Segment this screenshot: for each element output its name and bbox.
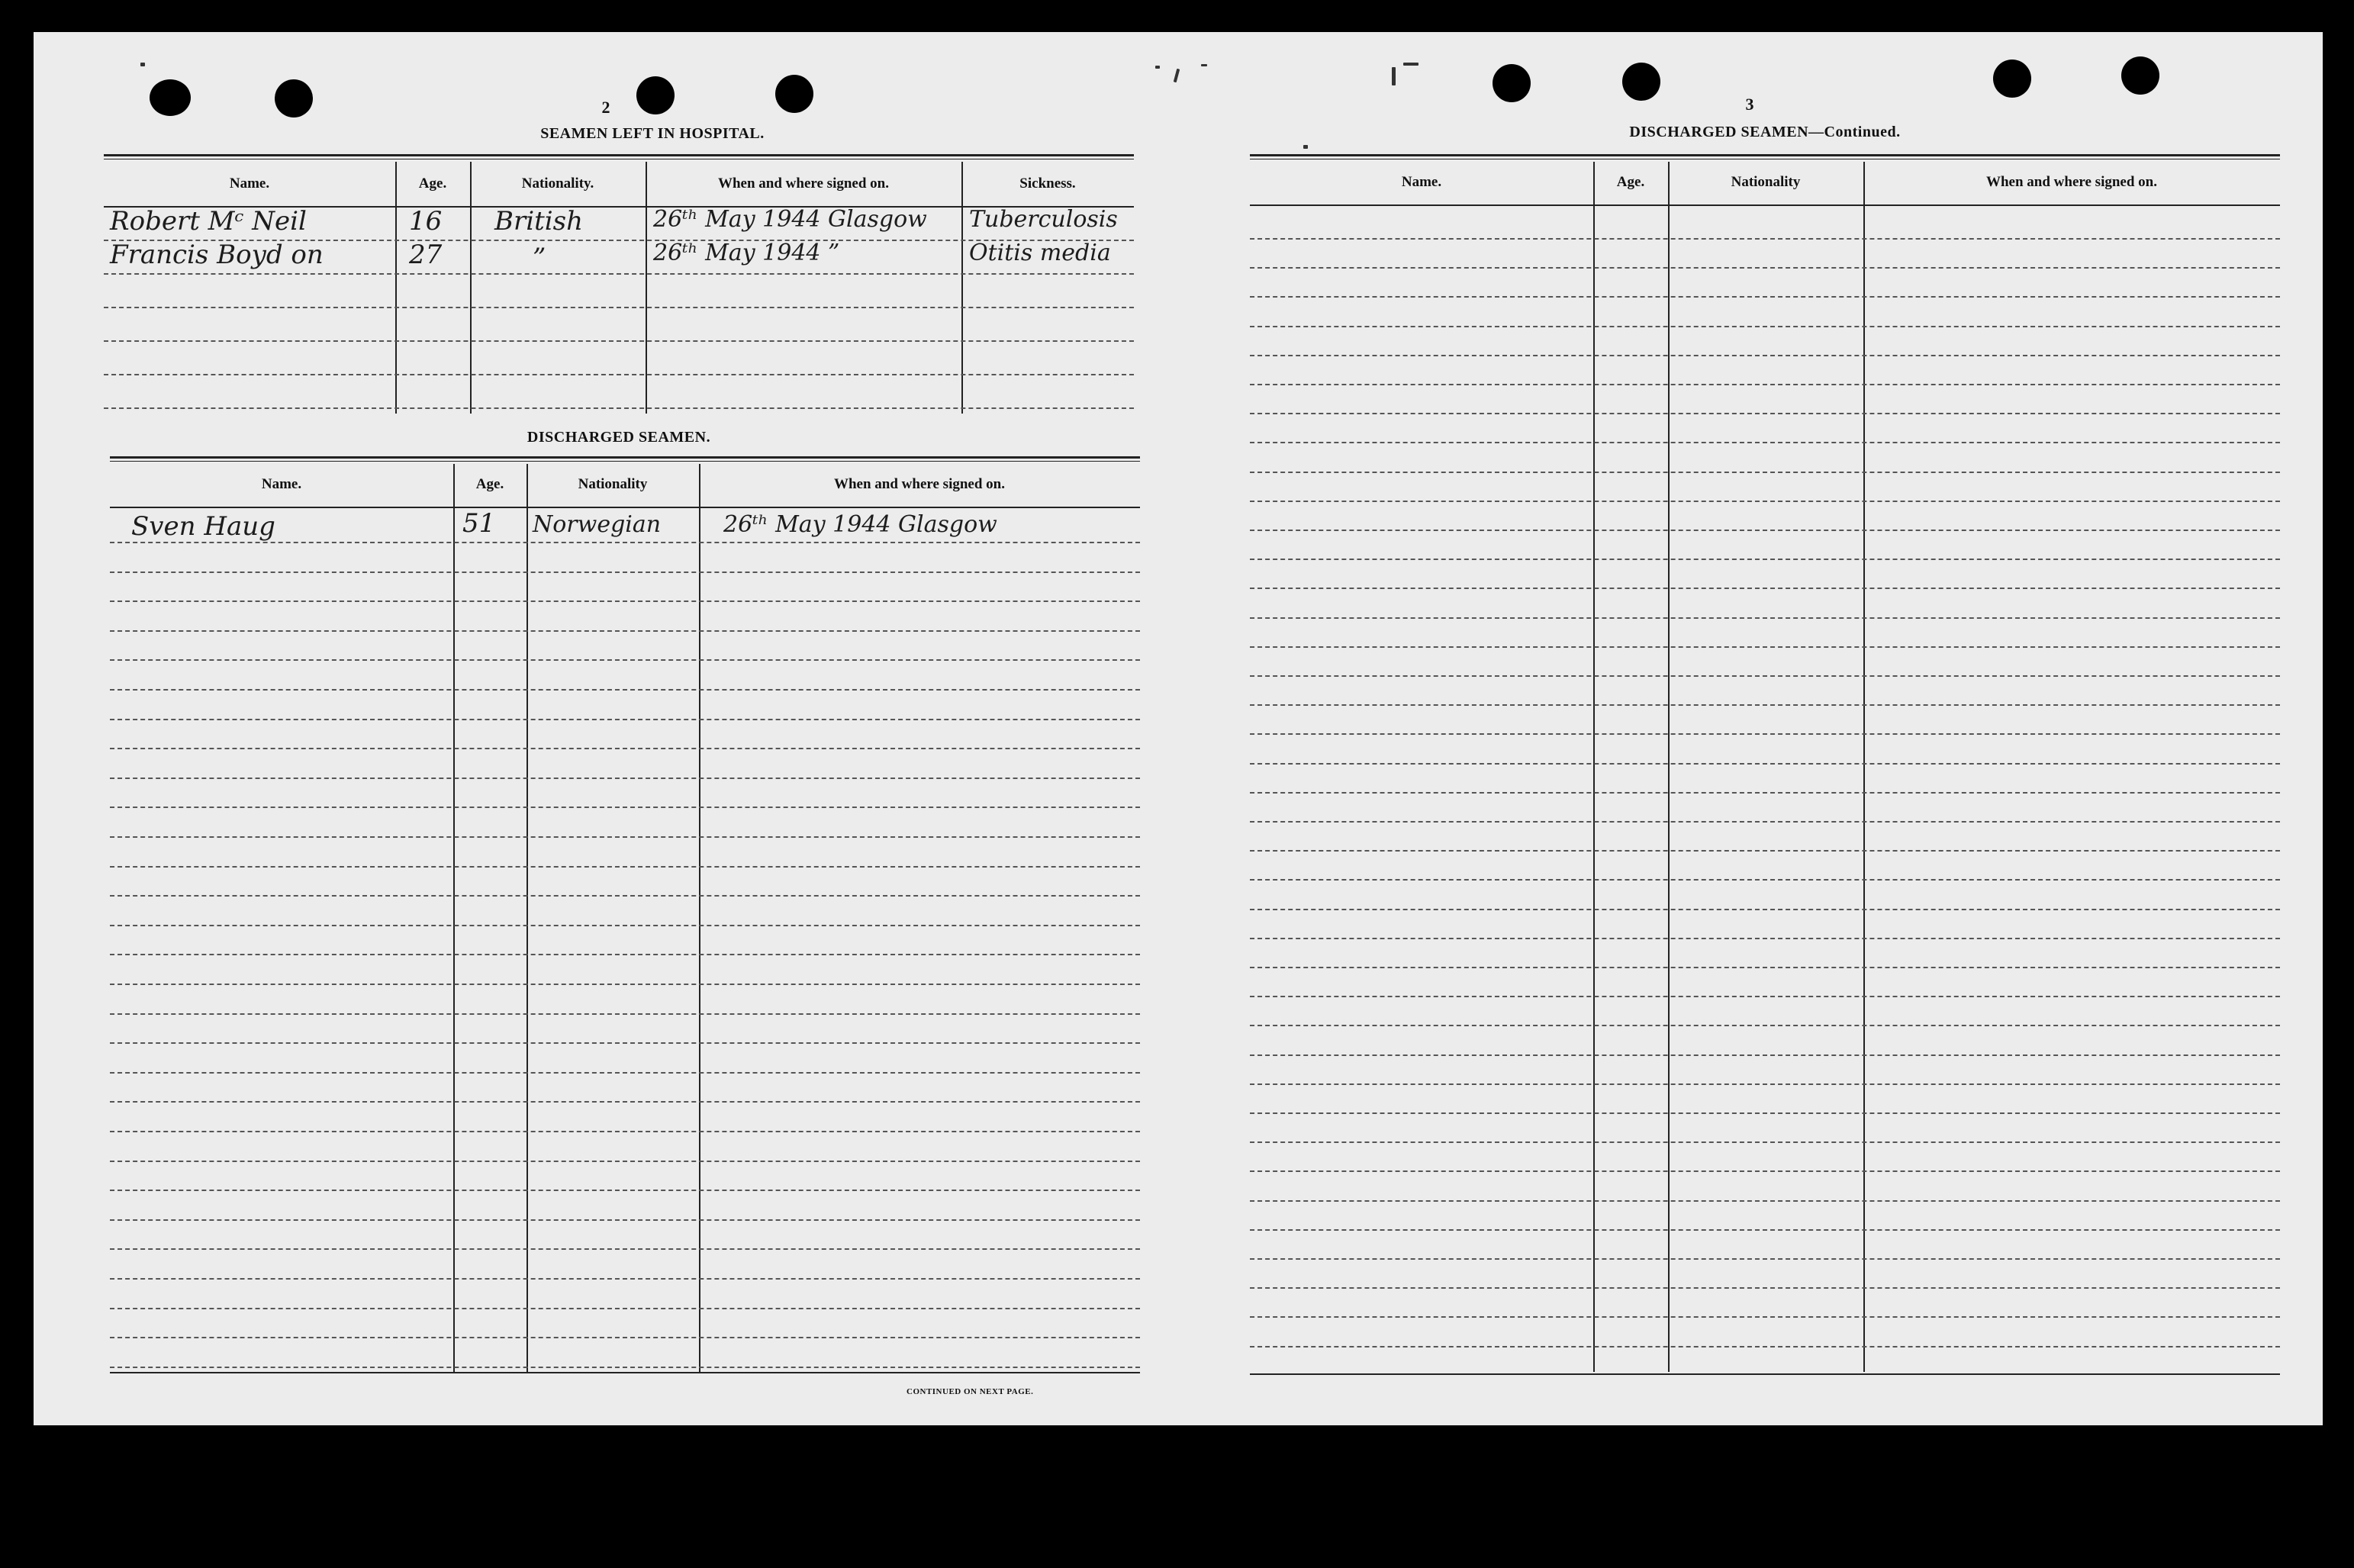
hospital-row-signed-on: 26ᵗʰ May 1944 ” xyxy=(653,240,840,266)
punch-hole xyxy=(1993,60,2031,98)
ink-mark xyxy=(1155,66,1160,69)
dotted-row-line xyxy=(110,1308,1140,1309)
punch-hole xyxy=(1493,64,1531,102)
hospital-col-divider xyxy=(395,162,397,414)
dotted-row-line xyxy=(1250,879,2280,881)
dotted-row-line xyxy=(110,689,1140,691)
hospital-header-sickness: Sickness. xyxy=(1019,175,1076,192)
punch-hole xyxy=(150,79,191,116)
discharged-section-title: DISCHARGED SEAMEN. xyxy=(527,429,711,446)
discharged-header-name: Name. xyxy=(261,476,302,492)
dotted-row-line xyxy=(110,1161,1140,1162)
dotted-row-line xyxy=(1250,1258,2280,1260)
right-header-signed-on: When and where signed on. xyxy=(1985,174,2157,190)
dotted-row-line xyxy=(104,407,1134,409)
dotted-row-line xyxy=(1250,1346,2280,1347)
dotted-row-line xyxy=(110,1337,1140,1338)
dotted-row-line xyxy=(1250,850,2280,852)
dotted-row-line xyxy=(104,307,1134,308)
hospital-header-name: Name. xyxy=(229,175,270,192)
right-col-divider xyxy=(1593,162,1595,1372)
right-header-name: Name. xyxy=(1401,174,1442,190)
dotted-row-line xyxy=(1250,938,2280,939)
hospital-col-divider xyxy=(961,162,963,414)
hospital-row-age: 27 xyxy=(409,240,443,270)
dotted-row-line xyxy=(110,925,1140,926)
right-header-age: Age. xyxy=(1616,174,1645,190)
dotted-row-line xyxy=(110,1278,1140,1280)
dotted-row-line xyxy=(1250,1083,2280,1085)
dotted-row-line xyxy=(1250,472,2280,473)
dotted-row-line xyxy=(1250,267,2280,269)
discharged-continued-title: DISCHARGED SEAMEN—Continued. xyxy=(1629,124,1901,140)
dotted-row-line xyxy=(1250,238,2280,240)
hospital-header-age: Age. xyxy=(418,175,447,192)
dotted-row-line xyxy=(110,866,1140,868)
hospital-row-sickness: Otitis media xyxy=(969,240,1111,266)
discharged-header-age: Age. xyxy=(475,476,504,492)
dotted-row-line xyxy=(1250,1200,2280,1202)
hospital-row-nationality: ” xyxy=(533,243,546,273)
dotted-row-line xyxy=(1250,967,2280,968)
dotted-row-line xyxy=(110,748,1140,749)
dotted-row-line xyxy=(1250,384,2280,385)
dotted-row-line xyxy=(1250,763,2280,765)
dotted-row-line xyxy=(1250,413,2280,414)
dotted-row-line xyxy=(1250,733,2280,735)
dotted-row-line xyxy=(1250,646,2280,648)
dotted-row-line xyxy=(104,340,1134,342)
hospital-section-title: SEAMEN LEFT IN HOSPITAL. xyxy=(540,125,765,142)
dotted-row-line xyxy=(1250,1112,2280,1114)
dotted-row-line xyxy=(1250,1316,2280,1318)
right-header-rule xyxy=(1250,204,2280,206)
dotted-row-line xyxy=(1250,1141,2280,1143)
page-number-right: 3 xyxy=(1745,95,1754,114)
dotted-row-line xyxy=(1250,996,2280,997)
dotted-row-line xyxy=(1250,1025,2280,1026)
continued-note: CONTINUED ON NEXT PAGE. xyxy=(906,1387,1034,1396)
hospital-top-rule xyxy=(104,154,1134,159)
right-col-divider xyxy=(1668,162,1670,1372)
discharged-bottom-rule xyxy=(110,1372,1140,1373)
punch-hole xyxy=(2121,56,2159,95)
dotted-row-line xyxy=(110,1190,1140,1191)
dotted-row-line xyxy=(110,719,1140,720)
discharged-header-rule xyxy=(110,507,1140,508)
dotted-row-line xyxy=(110,807,1140,808)
dotted-row-line xyxy=(1250,909,2280,910)
right-bottom-rule xyxy=(1250,1373,2280,1375)
dotted-row-line xyxy=(1250,1170,2280,1172)
right-col-divider xyxy=(1863,162,1865,1372)
dotted-row-line xyxy=(110,1131,1140,1132)
ink-mark xyxy=(1403,63,1419,66)
dotted-row-line xyxy=(110,571,1140,573)
punch-hole xyxy=(1622,63,1660,101)
ink-mark xyxy=(1303,145,1308,149)
dotted-row-line xyxy=(1250,617,2280,619)
dotted-row-line xyxy=(110,1013,1140,1015)
dotted-row-line xyxy=(1250,355,2280,356)
dotted-row-line xyxy=(1250,792,2280,794)
dotted-row-line xyxy=(104,374,1134,375)
dotted-row-line xyxy=(1250,1229,2280,1231)
ink-mark xyxy=(1201,64,1207,66)
ink-mark xyxy=(1392,67,1396,85)
discharged-header-signed-on: When and where signed on. xyxy=(833,476,1005,492)
dotted-row-line xyxy=(1250,588,2280,589)
dotted-row-line xyxy=(104,273,1134,275)
page-number-left: 2 xyxy=(601,98,610,117)
dotted-row-line xyxy=(110,659,1140,661)
dotted-row-line xyxy=(1250,821,2280,823)
hospital-row-name: Robert Mᶜ Neil xyxy=(110,206,307,237)
discharged-row-nationality: Norwegian xyxy=(533,511,662,538)
ink-mark xyxy=(140,63,145,66)
dotted-row-line xyxy=(110,1042,1140,1044)
discharged-header-nationality: Nationality xyxy=(578,476,648,492)
dotted-row-line xyxy=(110,1101,1140,1103)
dotted-row-line xyxy=(110,778,1140,779)
dotted-row-line xyxy=(110,1367,1140,1368)
dotted-row-line xyxy=(110,984,1140,985)
dotted-row-line xyxy=(110,895,1140,897)
dotted-row-line xyxy=(1250,501,2280,502)
dotted-row-line xyxy=(1250,675,2280,677)
dotted-row-line xyxy=(110,954,1140,955)
dotted-row-line xyxy=(110,600,1140,602)
dotted-row-line xyxy=(110,1219,1140,1221)
dotted-row-line xyxy=(110,1248,1140,1250)
hospital-col-divider xyxy=(470,162,472,414)
dotted-row-line xyxy=(1250,296,2280,298)
discharged-row-age: 51 xyxy=(462,508,496,539)
ink-mark xyxy=(1174,69,1180,82)
hospital-row-sickness: Tuberculosis xyxy=(969,206,1118,233)
hospital-row-signed-on: 26ᵗʰ May 1944 Glasgow xyxy=(653,206,927,233)
hospital-row-age: 16 xyxy=(409,206,443,237)
dotted-row-line xyxy=(1250,442,2280,443)
punch-hole xyxy=(775,75,813,113)
document-sheet xyxy=(34,32,2323,1425)
hospital-row-nationality: British xyxy=(494,206,583,237)
right-top-rule xyxy=(1250,154,2280,159)
dotted-row-line xyxy=(1250,704,2280,706)
hospital-col-divider xyxy=(646,162,647,414)
dotted-row-line xyxy=(110,630,1140,632)
hospital-header-signed-on: When and where signed on. xyxy=(717,175,889,192)
right-header-nationality: Nationality xyxy=(1731,174,1801,190)
discharged-row-signed-on: 26ᵗʰ May 1944 Glasgow xyxy=(723,511,997,538)
dotted-row-line xyxy=(1250,326,2280,327)
dotted-row-line xyxy=(1250,1287,2280,1289)
dotted-row-line xyxy=(110,542,1140,543)
discharged-row-name: Sven Haug xyxy=(131,511,275,542)
dotted-row-line xyxy=(1250,530,2280,531)
discharged-top-rule xyxy=(110,456,1140,462)
dotted-row-line xyxy=(1250,559,2280,560)
dotted-row-line xyxy=(1250,1054,2280,1056)
hospital-header-nationality: Nationality. xyxy=(521,175,594,192)
dotted-row-line xyxy=(110,836,1140,838)
punch-hole xyxy=(636,76,675,114)
dotted-row-line xyxy=(110,1072,1140,1074)
hospital-row-name: Francis Boyd on xyxy=(110,240,324,270)
punch-hole xyxy=(275,79,313,118)
